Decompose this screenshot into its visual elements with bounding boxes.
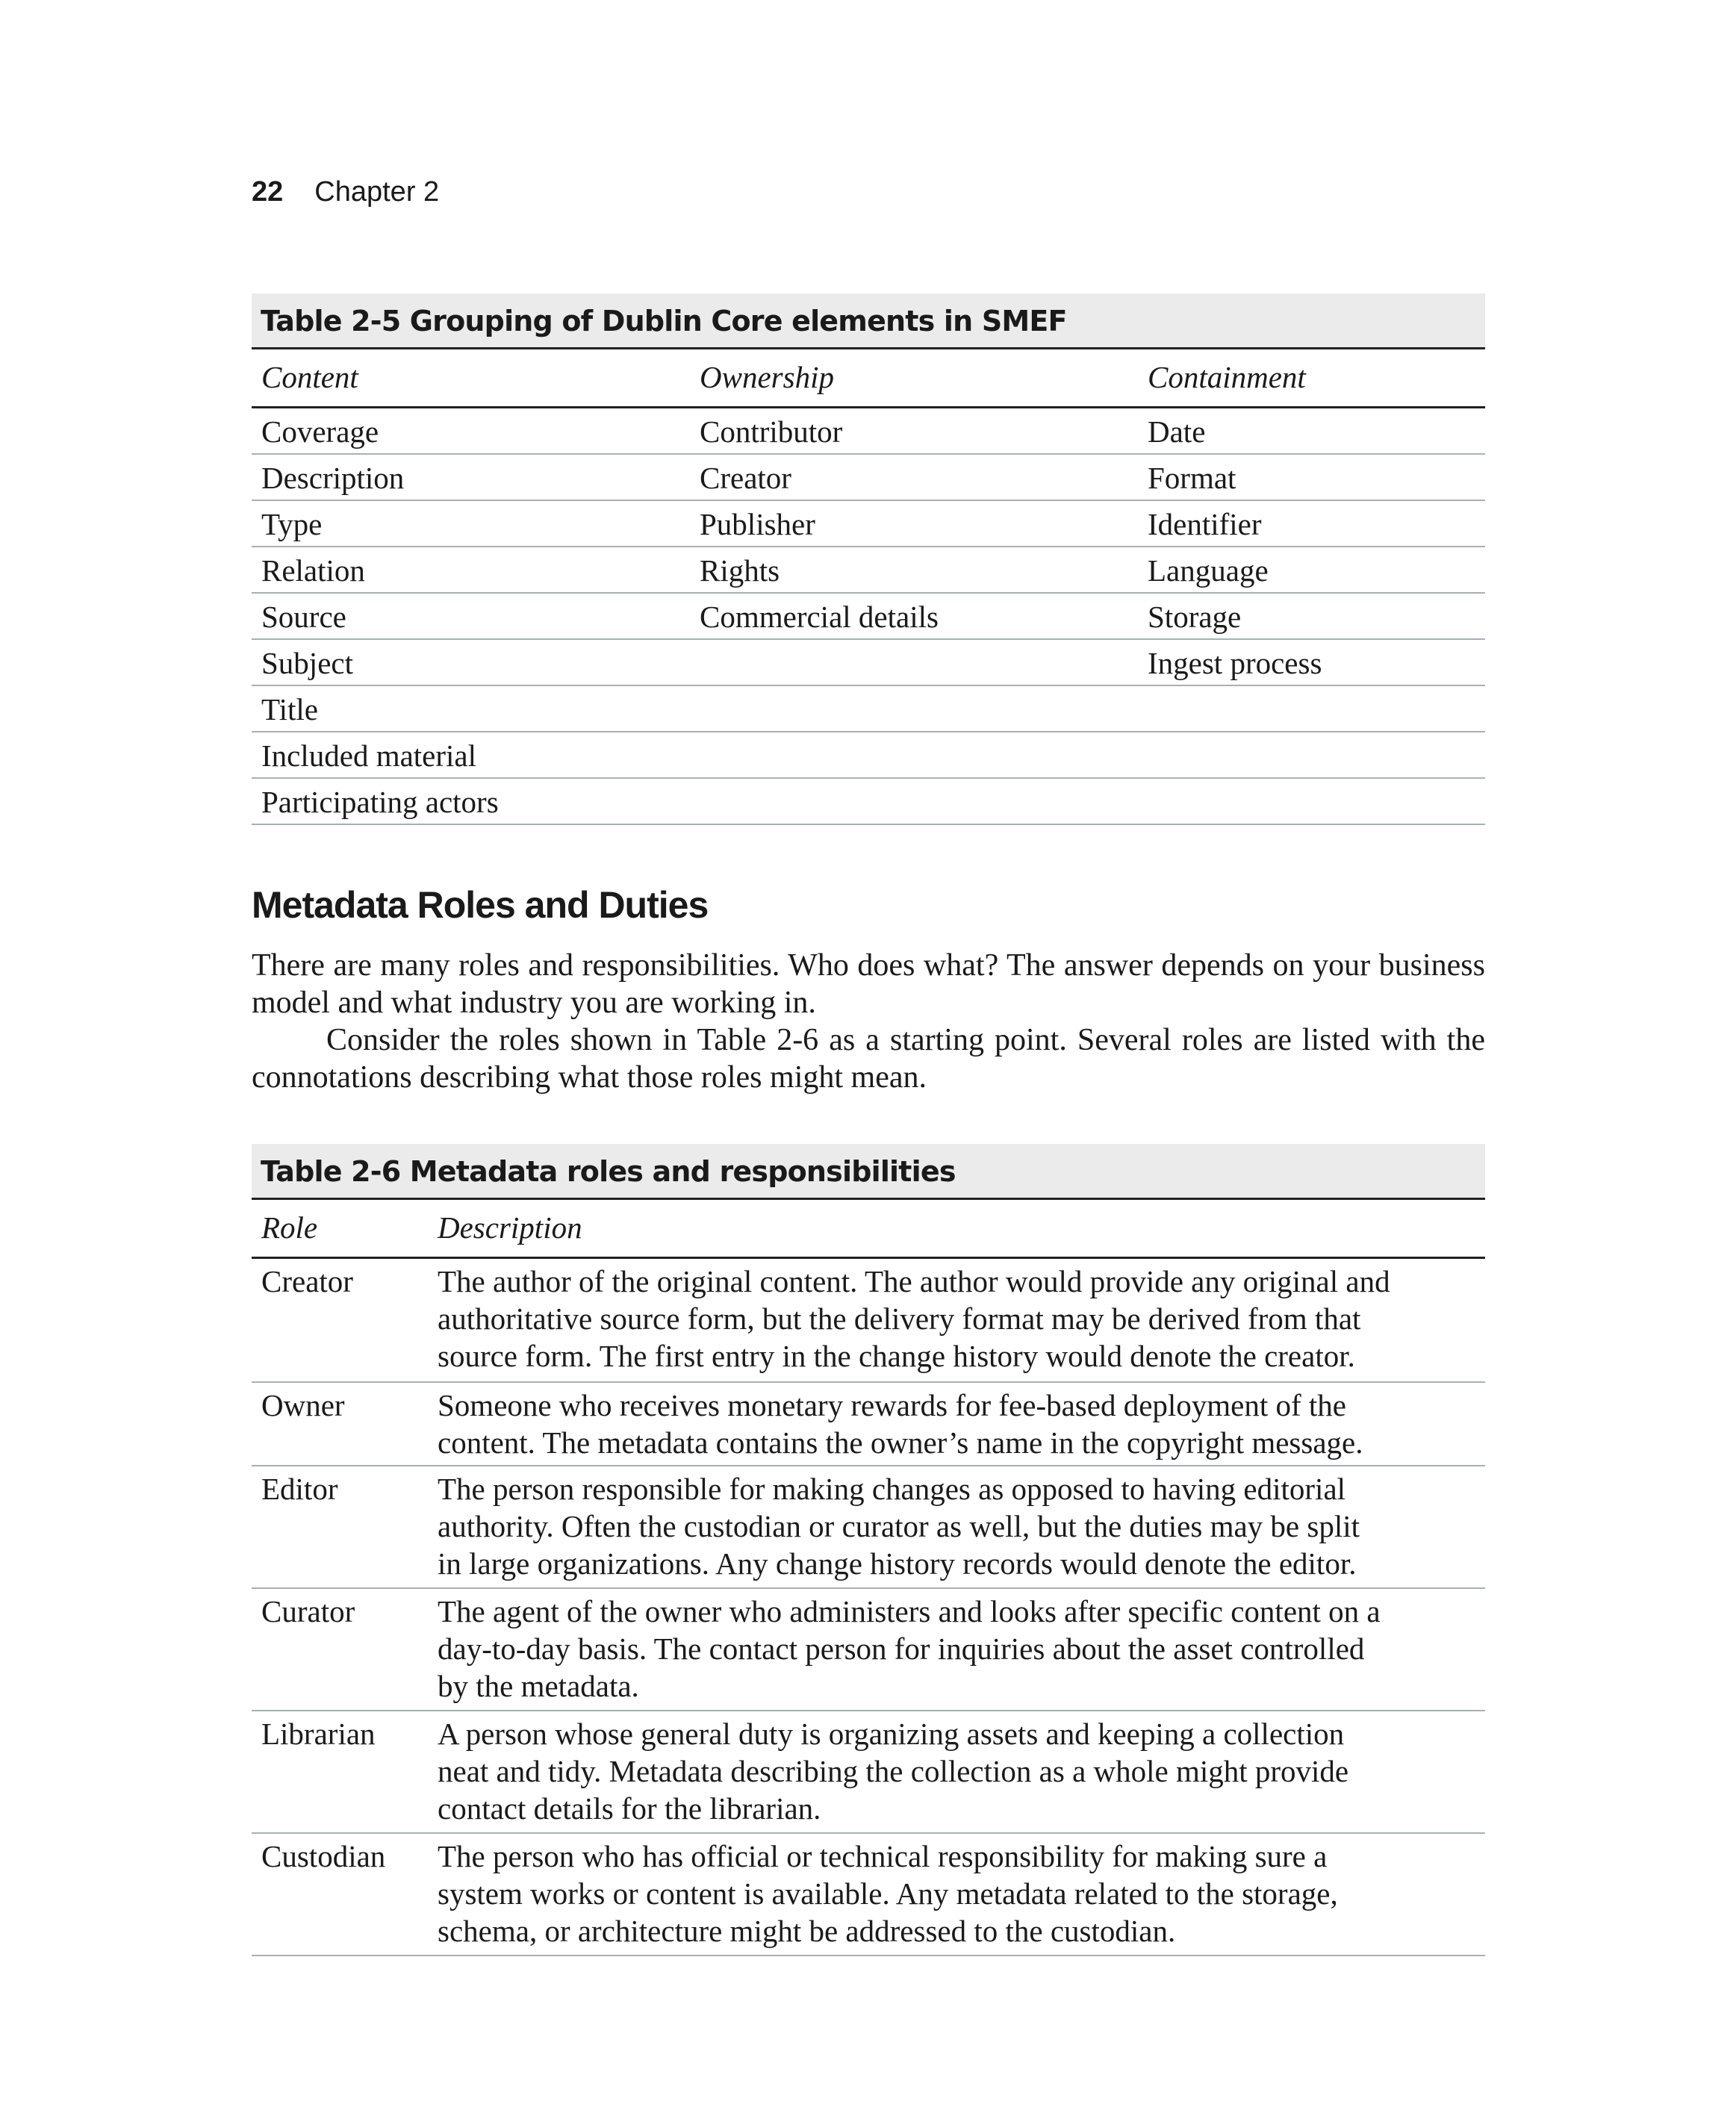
role-description	[438, 1387, 1485, 1461]
header-content: Content	[261, 360, 358, 394]
table-row	[252, 455, 1485, 501]
table-cell: Participating actors	[261, 785, 499, 819]
table-row	[252, 1589, 1485, 1711]
table-cell: Ingest process	[1148, 646, 1322, 680]
table-cell: Creator	[700, 461, 791, 495]
role-name: Curator	[261, 1594, 355, 1628]
table-cell: Contributor	[700, 414, 843, 449]
description-line: system works or content is available. Any metadata related to the storage,	[438, 1876, 1338, 1911]
table-row	[252, 1259, 1485, 1383]
table-2-6	[252, 1144, 1485, 1956]
table-row	[252, 640, 1485, 686]
role-name: Librarian	[261, 1717, 376, 1751]
role-name: Owner	[261, 1388, 345, 1422]
table-cell: Type	[261, 507, 323, 541]
role-name: Custodian	[261, 1839, 386, 1873]
table-cell: Language	[1148, 553, 1269, 588]
table-cell: Description	[261, 461, 405, 495]
description-line: by the metadata.	[438, 1669, 639, 1703]
role-description	[438, 1263, 1485, 1375]
body-paragraph: Consider the roles shown in Table 2-6 as a starting point. Several roles are listed with the connotations describing what those roles might mean.	[252, 1023, 1485, 1095]
table-caption: Table 2-5 Grouping of Dublin Core elements in SMEF	[252, 293, 1485, 349]
table-row	[252, 594, 1485, 640]
table-cell: Commercial details	[700, 600, 939, 634]
table-cell: Format	[1148, 461, 1236, 495]
table-cell: Source	[261, 600, 346, 634]
description-line: day-to-day basis. The contact person for inquiries about the asset controlled	[438, 1631, 1365, 1666]
role-description	[438, 1470, 1485, 1582]
table-header-row	[252, 349, 1485, 408]
table-row	[252, 732, 1485, 779]
description-line: authoritative source form, but the delivery format may be derived from that	[438, 1301, 1361, 1336]
role-name: Creator	[261, 1264, 353, 1298]
description-line: authority. Often the custodian or curator as well, but the duties may be split	[438, 1509, 1360, 1543]
table-cell: Identifier	[1148, 507, 1262, 541]
table-row	[252, 779, 1485, 825]
table-2-5	[252, 293, 1485, 825]
table-row	[252, 686, 1485, 732]
table-cell: Publisher	[700, 507, 815, 541]
header-role: Role	[261, 1210, 318, 1245]
table-cell: Rights	[700, 553, 780, 588]
page-number: 22	[252, 176, 284, 208]
table-cell: Relation	[261, 553, 365, 588]
description-line: schema, or architecture might be addressed to the custodian.	[438, 1914, 1176, 1948]
table-cell: Subject	[261, 646, 353, 680]
table-caption: Table 2-6 Metadata roles and responsibilities	[252, 1144, 1485, 1200]
table-header-row	[252, 1200, 1485, 1259]
description-line: in large organizations. Any change history records would denote the editor.	[438, 1546, 1357, 1581]
description-line: source form. The first entry in the change history would denote the creator.	[438, 1339, 1355, 1373]
table-cell: Title	[261, 692, 318, 727]
role-description	[438, 1715, 1485, 1827]
description-line: The person responsible for making changes as opposed to having editorial	[438, 1472, 1346, 1506]
description-line: A person whose general duty is organizing assets and keeping a collection	[438, 1717, 1345, 1751]
table-cell: Storage	[1148, 600, 1242, 634]
section-heading: Metadata Roles and Duties	[252, 884, 709, 926]
table-row	[252, 1711, 1485, 1834]
table-row	[252, 408, 1485, 455]
description-line: neat and tidy. Metadata describing the collection as a whole might provide	[438, 1754, 1349, 1788]
chapter-label: Chapter 2	[314, 176, 440, 208]
description-line: contact details for the librarian.	[438, 1791, 821, 1826]
header-description: Description	[438, 1210, 582, 1245]
table-row	[252, 1383, 1485, 1466]
header-containment: Containment	[1148, 360, 1306, 394]
table-row	[252, 1834, 1485, 1956]
table-cell: Included material	[261, 738, 477, 773]
role-description	[438, 1593, 1485, 1705]
description-line: The person who has official or technical responsibility for making sure a	[438, 1839, 1328, 1873]
description-line: The agent of the owner who administers and looks after specific content on a	[438, 1594, 1381, 1628]
table-row	[252, 547, 1485, 594]
description-line: content. The metadata contains the owner’s name in the copyright message.	[438, 1425, 1363, 1460]
body-paragraph: There are many roles and responsibilities. Who does what? The answer depends on your business model and what industry you are working in.	[252, 948, 1485, 1020]
table-cell: Coverage	[261, 414, 379, 449]
table-row	[252, 1466, 1485, 1589]
role-name: Editor	[261, 1472, 338, 1506]
description-line: Someone who receives monetary rewards for fee-based deployment of the	[438, 1388, 1347, 1422]
role-description	[438, 1838, 1485, 1950]
table-cell: Date	[1148, 414, 1206, 449]
table-row	[252, 501, 1485, 547]
description-line: The author of the original content. The author would provide any original and	[438, 1264, 1390, 1298]
running-head	[252, 170, 439, 213]
header-ownership: Ownership	[700, 360, 834, 394]
